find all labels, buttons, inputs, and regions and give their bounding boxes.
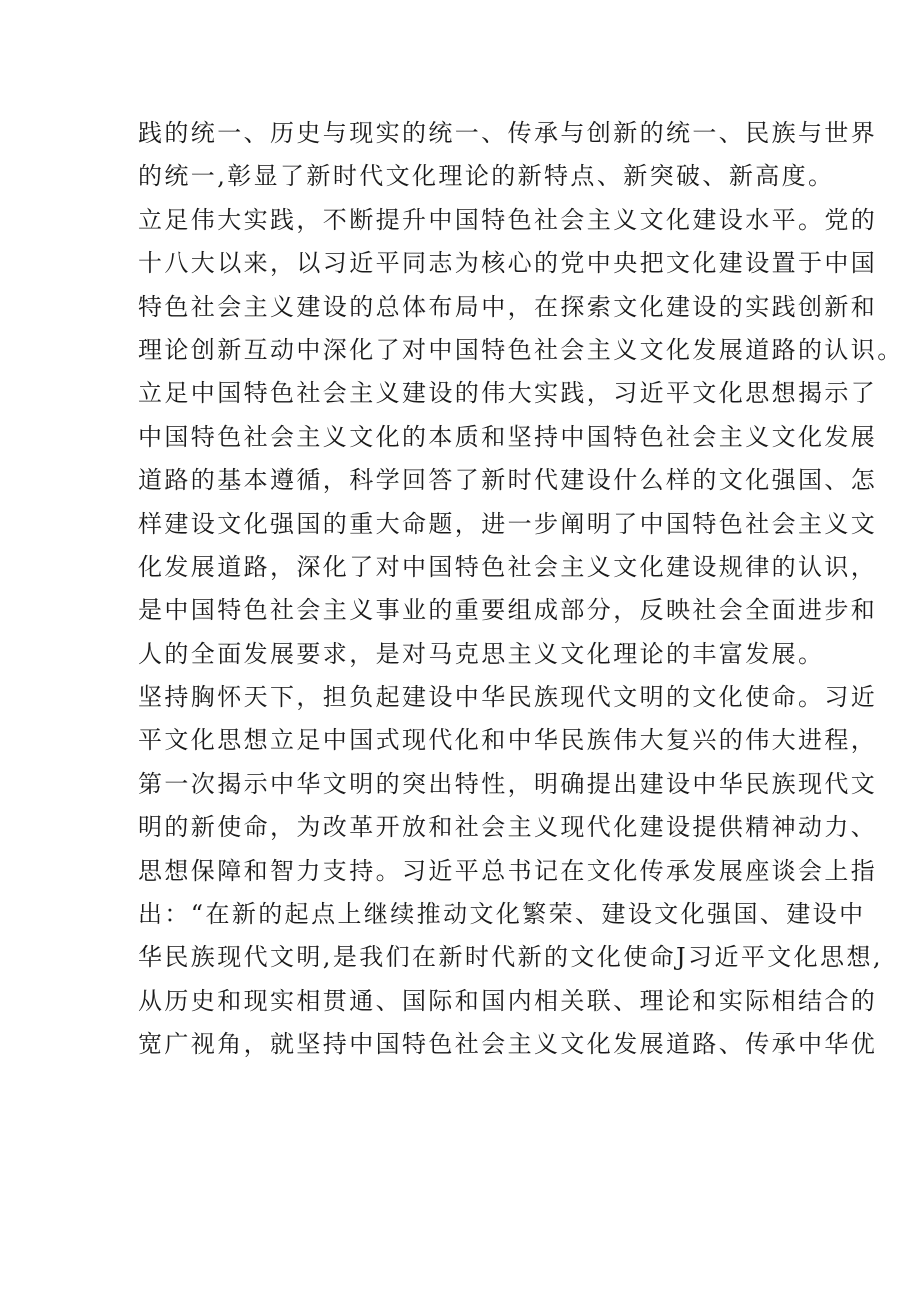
text-line: 宽广视角，就坚持中国特色社会主义文化发展道路、传承中华优 bbox=[138, 1030, 878, 1059]
text-line: 理论创新互动中深化了对中国特色社会主义文化发展道路的认识。 bbox=[138, 335, 904, 364]
body-text bbox=[138, 112, 904, 1067]
text-line: 平文化思想立足中国式现代化和中华民族伟大复兴的伟大进程， bbox=[138, 726, 878, 755]
text-line: 践的统一、历史与现实的统一、传承与创新的统一、民族与世界 bbox=[138, 119, 878, 147]
paragraph-start-line: 坚持胸怀天下，担负起建设中华民族现代文明的文化使命。习近 bbox=[138, 683, 878, 712]
text-line: 样建设文化强国的重大命题，进一步阐明了中国特色社会主义文 bbox=[138, 509, 878, 538]
text-line: 的统一,彰显了新时代文化理论的新特点、新突破、新高度。 bbox=[138, 162, 835, 191]
text-line: 十八大以来，以习近平同志为核心的党中央把文化建设置于中国 bbox=[138, 249, 878, 278]
text-line: 道路的基本遵循，科学回答了新时代建设什么样的文化强国、怎 bbox=[138, 466, 878, 495]
text-line: 从历史和现实相贯通、国际和国内相关联、理论和实际相结合的 bbox=[138, 986, 878, 1015]
text-line: 华民族现代文明,是我们在新时代新的文化使命J习近平文化思想, bbox=[138, 943, 883, 972]
text-line: 明的新使命，为改革开放和社会主义现代化建设提供精神动力、 bbox=[138, 813, 878, 842]
text-line: 思想保障和智力支持。习近平总书记在文化传承发展座谈会上指 bbox=[138, 856, 878, 885]
text-line: 化发展道路，深化了对中国特色社会主义文化建设规律的认识， bbox=[138, 552, 878, 581]
text-line: 立足中国特色社会主义建设的伟大实践，习近平文化思想揭示了 bbox=[138, 379, 878, 408]
text-line: 第一次揭示中华文明的突出特性，明确提出建设中华民族现代文 bbox=[138, 769, 878, 798]
text-line: 出：“在新的起点上继续推动文化繁荣、建设文化强国、建设中 bbox=[138, 900, 866, 929]
text-line: 中国特色社会主义文化的本质和坚持中国特色社会主义文化发展 bbox=[138, 422, 878, 451]
text-line: 特色社会主义建设的总体布局中，在探索文化建设的实践创新和 bbox=[138, 292, 878, 321]
text-line: 人的全面发展要求，是对马克思主义文化理论的丰富发展。 bbox=[138, 639, 825, 668]
text-line: 是中国特色社会主义事业的重要组成部分，反映社会全面进步和 bbox=[138, 596, 878, 625]
paragraph-start-line: 立足伟大实践，不断提升中国特色社会主义文化建设水平。党的 bbox=[138, 205, 878, 234]
